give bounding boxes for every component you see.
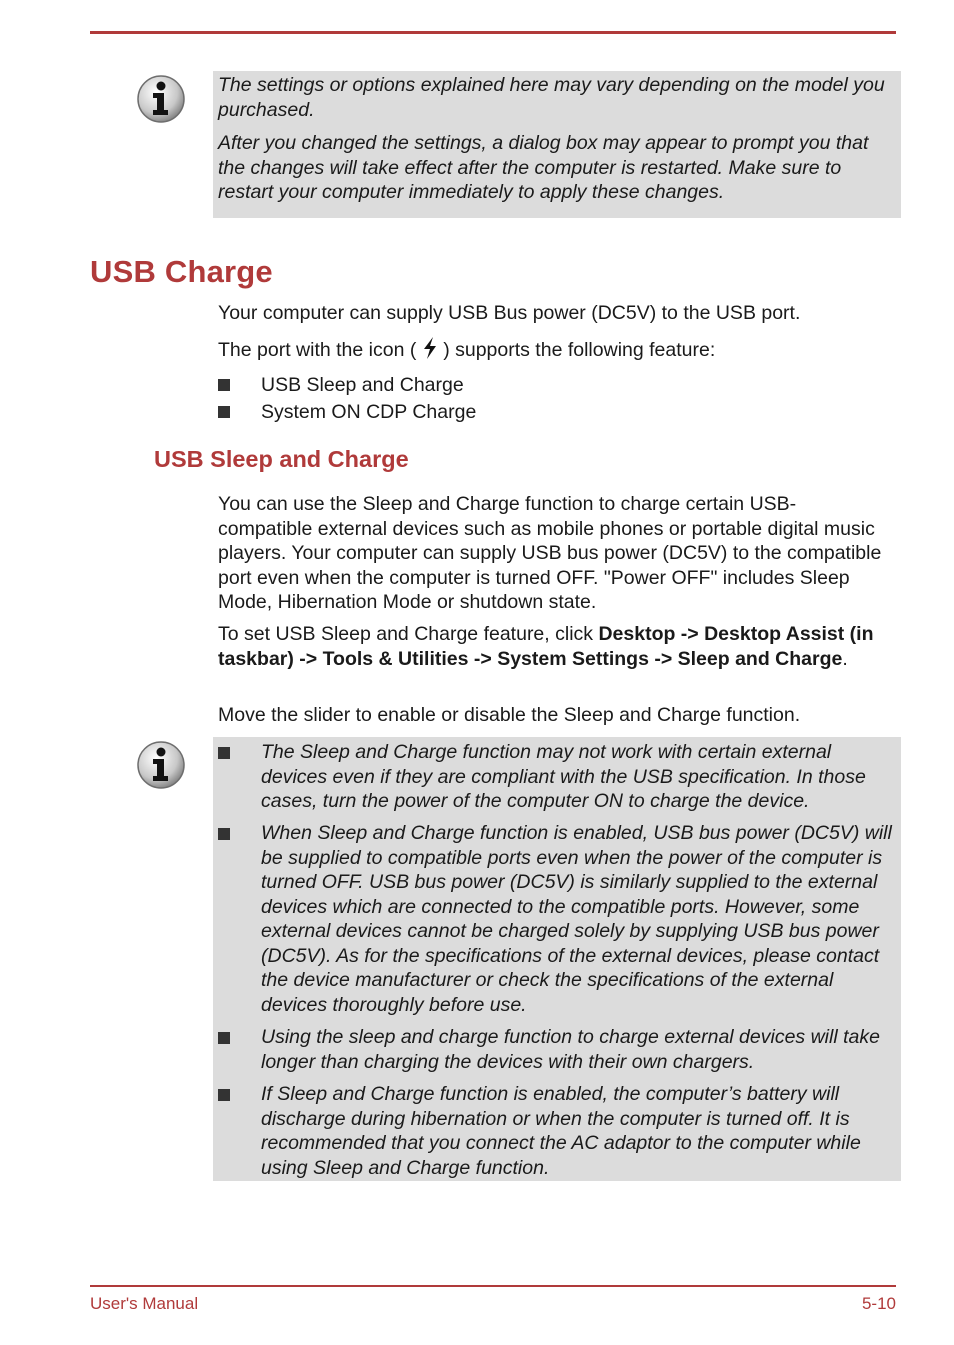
info-icon — [136, 740, 186, 790]
footer-manual-label: User's Manual — [90, 1294, 199, 1313]
settings-path-paragraph — [218, 622, 890, 671]
note-list-item: If Sleep and Charge function is enabled, the computer’s battery will discharge during hibernation or when the computer is turned off. It is recommended that you connect the AC adaptor to the computer while using Sleep and Charge function. — [261, 1083, 861, 1179]
note-paragraph: After you changed the settings, a dialog box may appear to prompt you that the changes will take effect after the computer is restarted. Make sure to restart your computer immediately to apply these changes. — [218, 132, 869, 203]
note-box-top — [213, 71, 901, 218]
subsection-paragraph: You can use the Sleep and Charge function to charge certain USB-compatible external devices such as mobile phones or portable digital music players. Your computer can supply USB bus power (DC5V) to the compatible port even when the computer is turned OFF. "Power OFF" includes Sleep Mode, Hibernation Mode or shutdown state. — [218, 493, 882, 613]
note-box-bottom — [213, 737, 901, 1181]
page-number: 5-10 — [861, 1294, 896, 1313]
icon-line-before: The port with the icon ( — [218, 339, 417, 361]
bullet-square — [218, 406, 230, 418]
bullet-square — [218, 1032, 230, 1044]
bullet-square — [218, 828, 230, 840]
lightning-bolt-icon — [422, 336, 438, 360]
path-end: . — [842, 647, 848, 670]
slider-instruction: Move the slider to enable or disable the Sleep and Charge function. — [218, 704, 801, 726]
footer-rule — [90, 1285, 896, 1287]
section-intro: Your computer can supply USB Bus power (DC5V) to the USB port. — [218, 302, 801, 324]
bullet-square — [218, 747, 230, 759]
note-list-item: The Sleep and Charge function may not work with certain external devices even if they are compliant with the USB specification. In those cases, turn the power of the computer ON to charge the device. — [261, 741, 866, 812]
note-list-item: When Sleep and Charge function is enabled, USB bus power (DC5V) will be supplied to compatible ports even when the power of the computer is turned OFF. USB bus power (DC5V) is similarly supplied to the external devices which are connected to the compatible ports. However, some external devices cannot be charged solely by supplying USB bus power (DC5V). As for the specifications of the external devices, please contact the device manufacturer or check the specifications of the external devices thoroughly before use. — [261, 822, 892, 1016]
header-rule — [90, 31, 896, 34]
icon-line — [218, 336, 898, 363]
bullet-square — [218, 1089, 230, 1101]
note-paragraph: The settings or options explained here may vary depending on the model you purchased. — [218, 74, 885, 121]
bullet-square — [218, 379, 230, 391]
note-list-item: Using the sleep and charge function to charge external devices will take longer than charging the devices with their own chargers. — [261, 1026, 880, 1073]
subsection-title: USB Sleep and Charge — [154, 446, 409, 472]
icon-line-after: ) supports the following feature: — [443, 339, 716, 361]
path-intro: To set USB Sleep and Charge feature, click — [218, 623, 599, 645]
list-item: USB Sleep and Charge — [261, 374, 464, 396]
list-item: System ON CDP Charge — [261, 401, 477, 423]
settings-path: Desktop -> Desktop Assist (in taskbar) -> Tools & Utilities -> System Settings -> Sleep and Charge — [218, 623, 874, 670]
info-icon — [136, 74, 186, 124]
section-title: USB Charge — [90, 254, 273, 289]
